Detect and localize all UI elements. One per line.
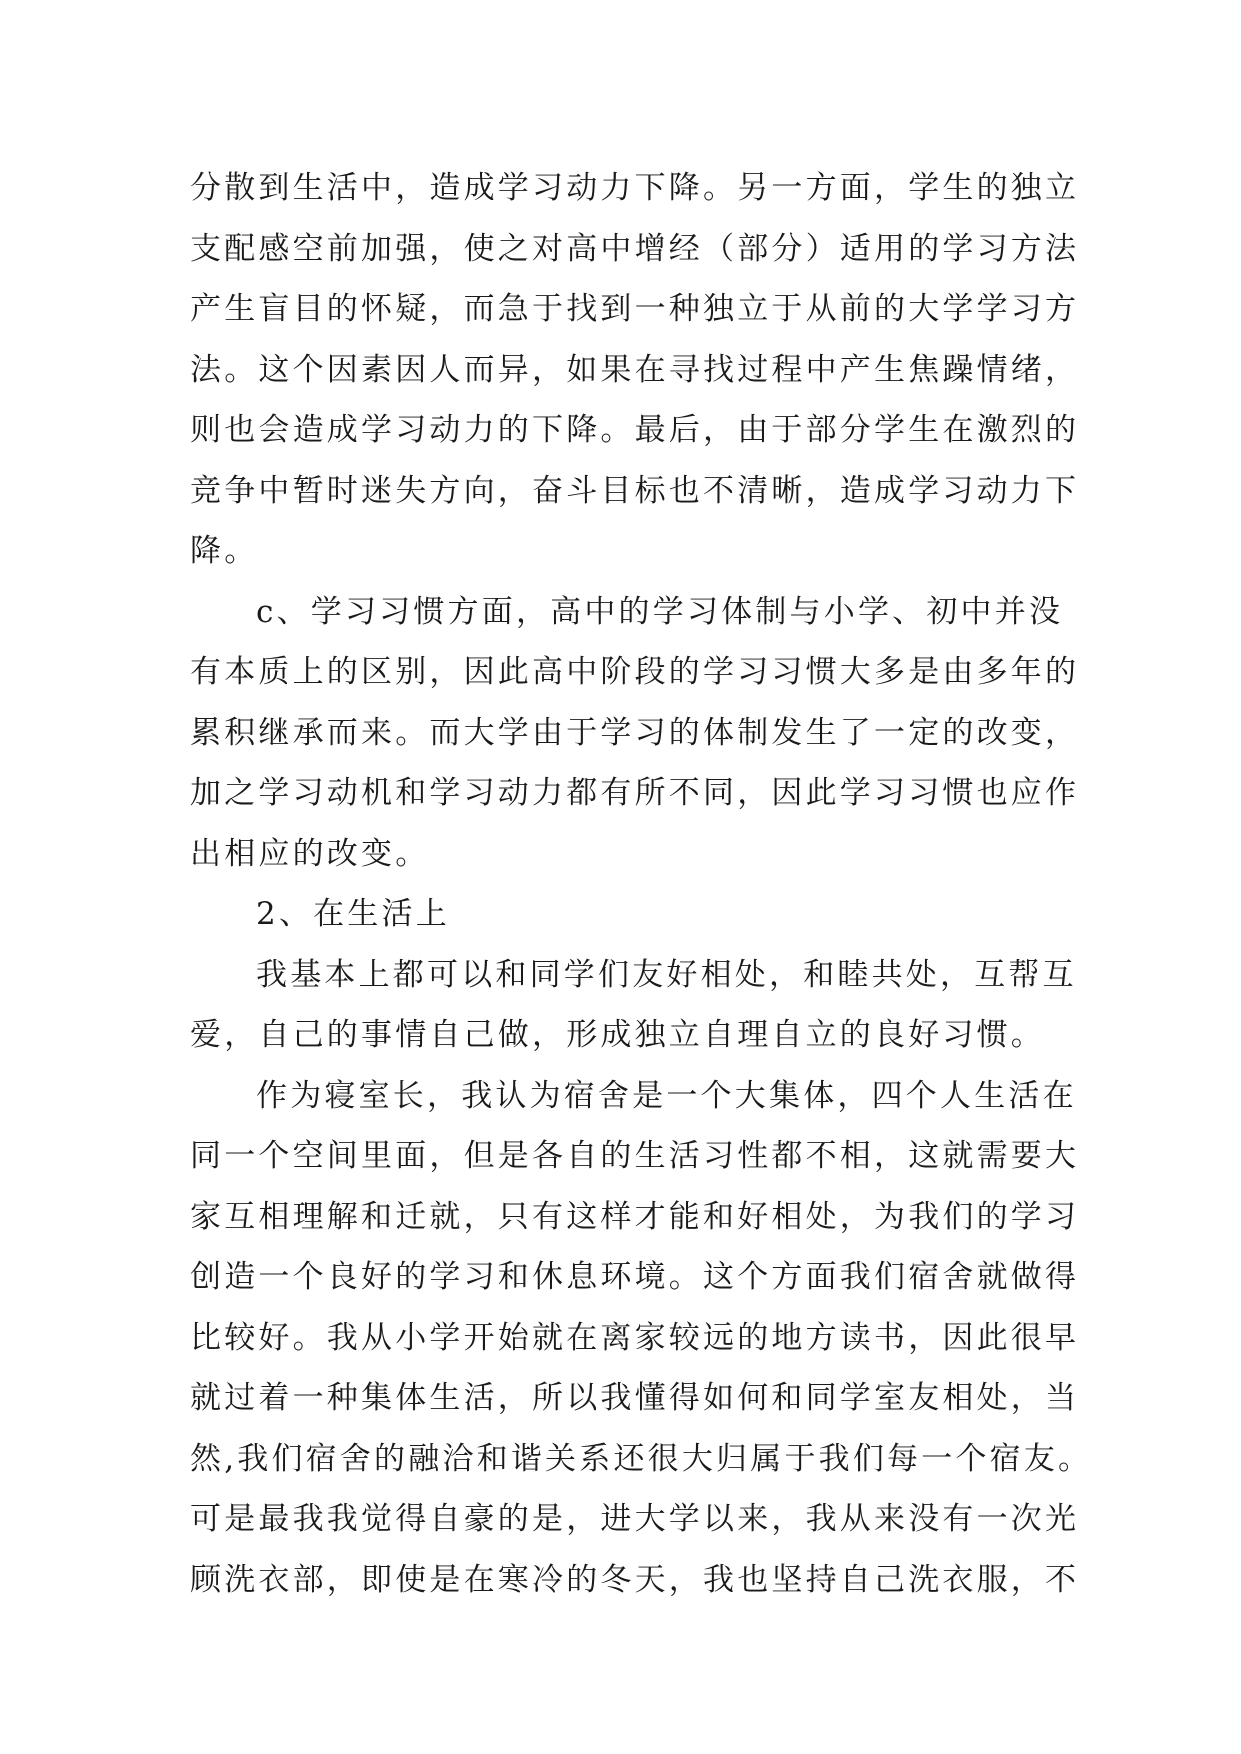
text-line: 然,我们宿舍的融洽和谐关系还很大归属于我们每一个宿友。 xyxy=(190,1440,1093,1477)
text-line: 法。这个因素因人而异，如果在寻找过程中产生焦躁情绪， xyxy=(190,351,1080,388)
text-line: 出相应的改变。 xyxy=(190,835,430,872)
text-line: 可是最我我觉得自豪的是，进大学以来，我从来没有一次光 xyxy=(190,1501,1080,1537)
text-line: 竞争中暂时迷失方向，奋斗目标也不清晰，造成学习动力下 xyxy=(190,472,1080,509)
text-line: 降。 xyxy=(190,533,259,569)
text-line: 爱，自己的事情自己做，形成独立自理自立的良好习惯。 xyxy=(190,1017,1045,1053)
body-text xyxy=(190,158,1093,1610)
paragraph-start-line: 作为寝室长，我认为宿舍是一个大集体，四个人生活在 xyxy=(256,1077,1077,1114)
text-line: 有本质上的区别，因此高中阶段的学习习惯大多是由多年的 xyxy=(190,654,1080,690)
text-line: 创造一个良好的学习和休息环境。这个方面我们宿舍就做得 xyxy=(190,1259,1080,1295)
text-line: 比较好。我从小学开始就在离家较远的地方读书，因此很早 xyxy=(190,1319,1080,1356)
text-line: 家互相理解和迁就，只有这样才能和好相处，为我们的学习 xyxy=(190,1198,1080,1235)
text-line: 则也会造成学习动力的下降。最后，由于部分学生在激烈的 xyxy=(190,412,1080,448)
text-line: 支配感空前加强，使之对高中增经（部分）适用的学习方法 xyxy=(190,230,1080,267)
text-line: 产生盲目的怀疑，而急于找到一种独立于从前的大学学习方 xyxy=(190,291,1080,327)
text-line: 累积继承而来。而大学由于学习的体制发生了一定的改变， xyxy=(190,714,1080,751)
section-heading: 2、在生活上 xyxy=(256,896,450,932)
paragraph-start-line: c、学习习惯方面，高中的学习体制与小学、初中并没 xyxy=(256,593,1064,630)
text-line: 顾洗衣部，即使是在寒冷的冬天，我也坚持自己洗衣服，不 xyxy=(190,1561,1080,1598)
text-line: 就过着一种集体生活，所以我懂得如何和同学室友相处，当 xyxy=(190,1380,1080,1416)
text-line: 分散到生活中，造成学习动力下降。另一方面，学生的独立 xyxy=(190,170,1080,206)
text-line: 加之学习动机和学习动力都有所不同，因此学习习惯也应作 xyxy=(190,775,1080,811)
paragraph-start-line: 我基本上都可以和同学们友好相处，和睦共处，互帮互 xyxy=(256,956,1077,993)
text-line: 同一个空间里面，但是各自的生活习性都不相，这就需要大 xyxy=(190,1138,1080,1174)
